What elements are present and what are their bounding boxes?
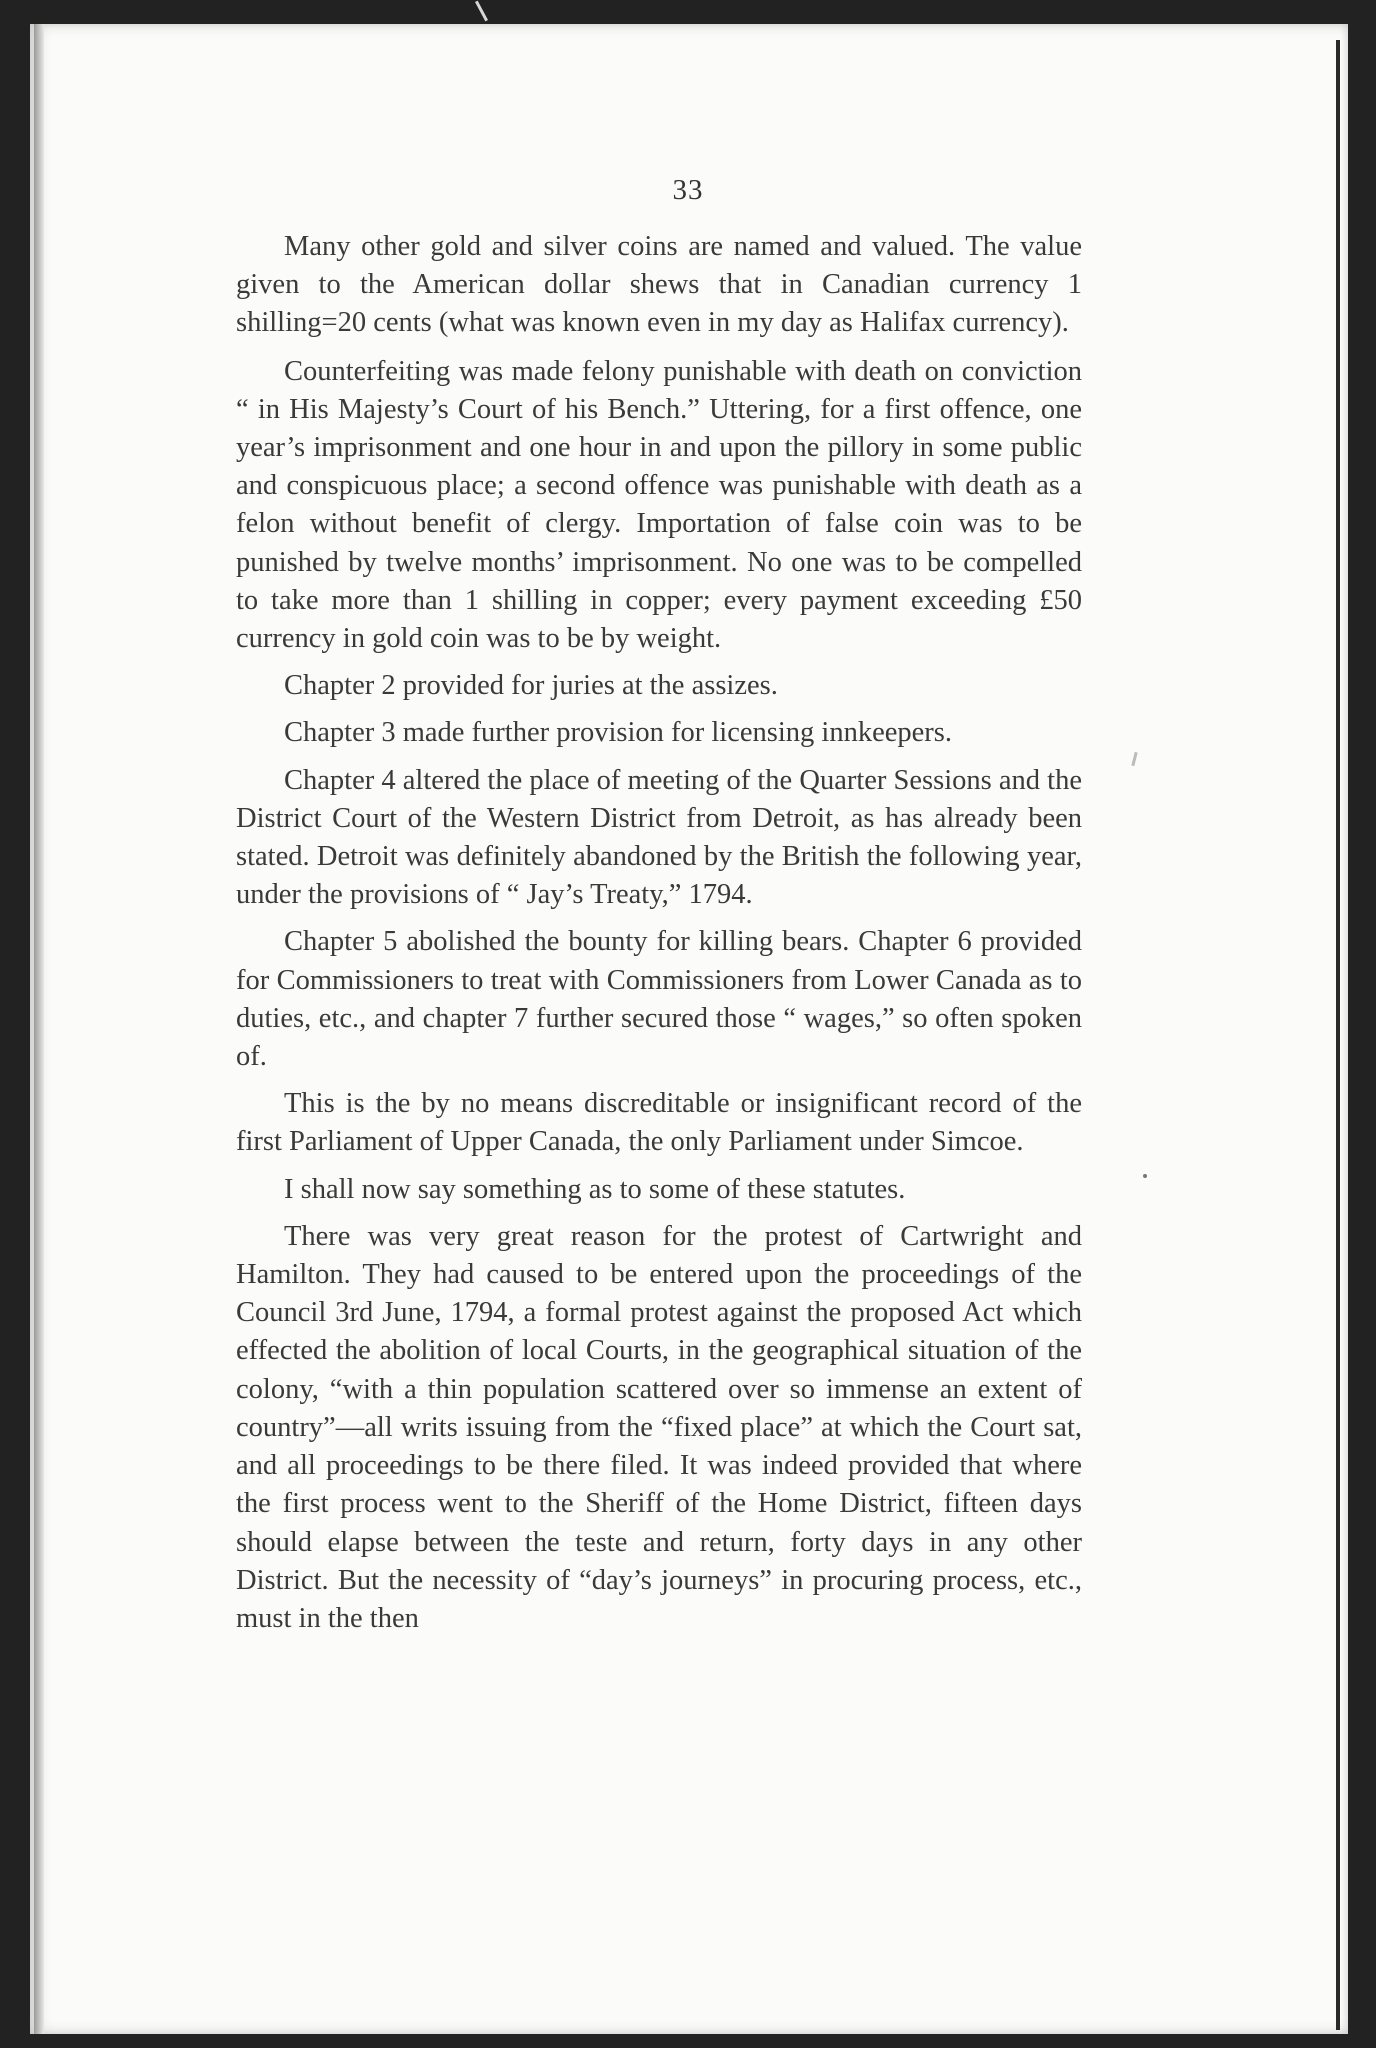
- page-number: 33: [672, 174, 704, 206]
- dust-speck: [1143, 1174, 1147, 1178]
- paragraph-record: This is the by no means discreditable or insignificant record of the first Parliament of Upper Canada, the only Parliament under Simcoe.: [236, 1088, 1082, 1158]
- paragraph-chapter-4: Chapter 4 altered the place of meeting of the Quarter Sessions and the District Court of the Western District from Detroit, as has already been stated. Detroit was definitely abandoned by the British the following year, under the provisions of “ Jay’s Treaty,” 1794.: [236, 764, 1082, 911]
- page-gutter-shadow: [34, 24, 44, 2034]
- paragraph-coins: Many other gold and silver coins are named and valued. The value given to the American dollar shews that in Canadian currency 1 shilling=20 cents (what was known even in my day as Halifax currency).: [236, 231, 1082, 339]
- paragraph-statutes-intro: I shall now say something as to some of these statutes.: [284, 1173, 906, 1205]
- paragraph-counterfeiting: Counterfeiting was made felony punishable with death on conviction “ in His Majesty’s Court of his Bench.” Uttering, for a first offence, one year’s imprisonment and one hour in and upon the pillory in some public and conspicuous place; a second offence was punishable with death as a felon without benefit of clergy. Importation of false coin was to be punished by twelve months’ imprisonment. No one was to be compelled to take more than 1 shilling in copper; every payment exceeding £50 currency in gold coin was to be by weight.: [236, 355, 1082, 655]
- page-right-edge: [1336, 40, 1340, 2030]
- paragraph-chapter-3: Chapter 3 made further provision for licensing innkeepers.: [284, 717, 952, 749]
- paragraph-chapter-5: Chapter 5 abolished the bounty for killing bears. Chapter 6 provided for Commissioners to treat with Commissioners from Lower Canada as to duties, etc., and chapter 7 further secured those “ wages,” so often spoken of.: [236, 926, 1082, 1073]
- paragraph-protest: There was very great reason for the protest of Cartwright and Hamilton. They had caused to be entered upon the proceedings of the Council 3rd June, 1794, a formal protest against the proposed Act which effected the abolition of local Courts, in the geographical situation of the colony, “with a thin population scattered over so immense an extent of country”—all writs issuing from the “fixed place” at which the Court sat, and all proceedings to be there filed. It was indeed provided that where the first process went to the Sheriff of the Home District, fifteen days should elapse between the teste and return, forty days in any other District. But the necessity of “day’s journeys” in procuring process, etc., must in the then: [236, 1220, 1082, 1634]
- paragraph-chapter-2: Chapter 2 provided for juries at the assizes.: [284, 670, 778, 702]
- page-body-text: [236, 228, 1082, 1647]
